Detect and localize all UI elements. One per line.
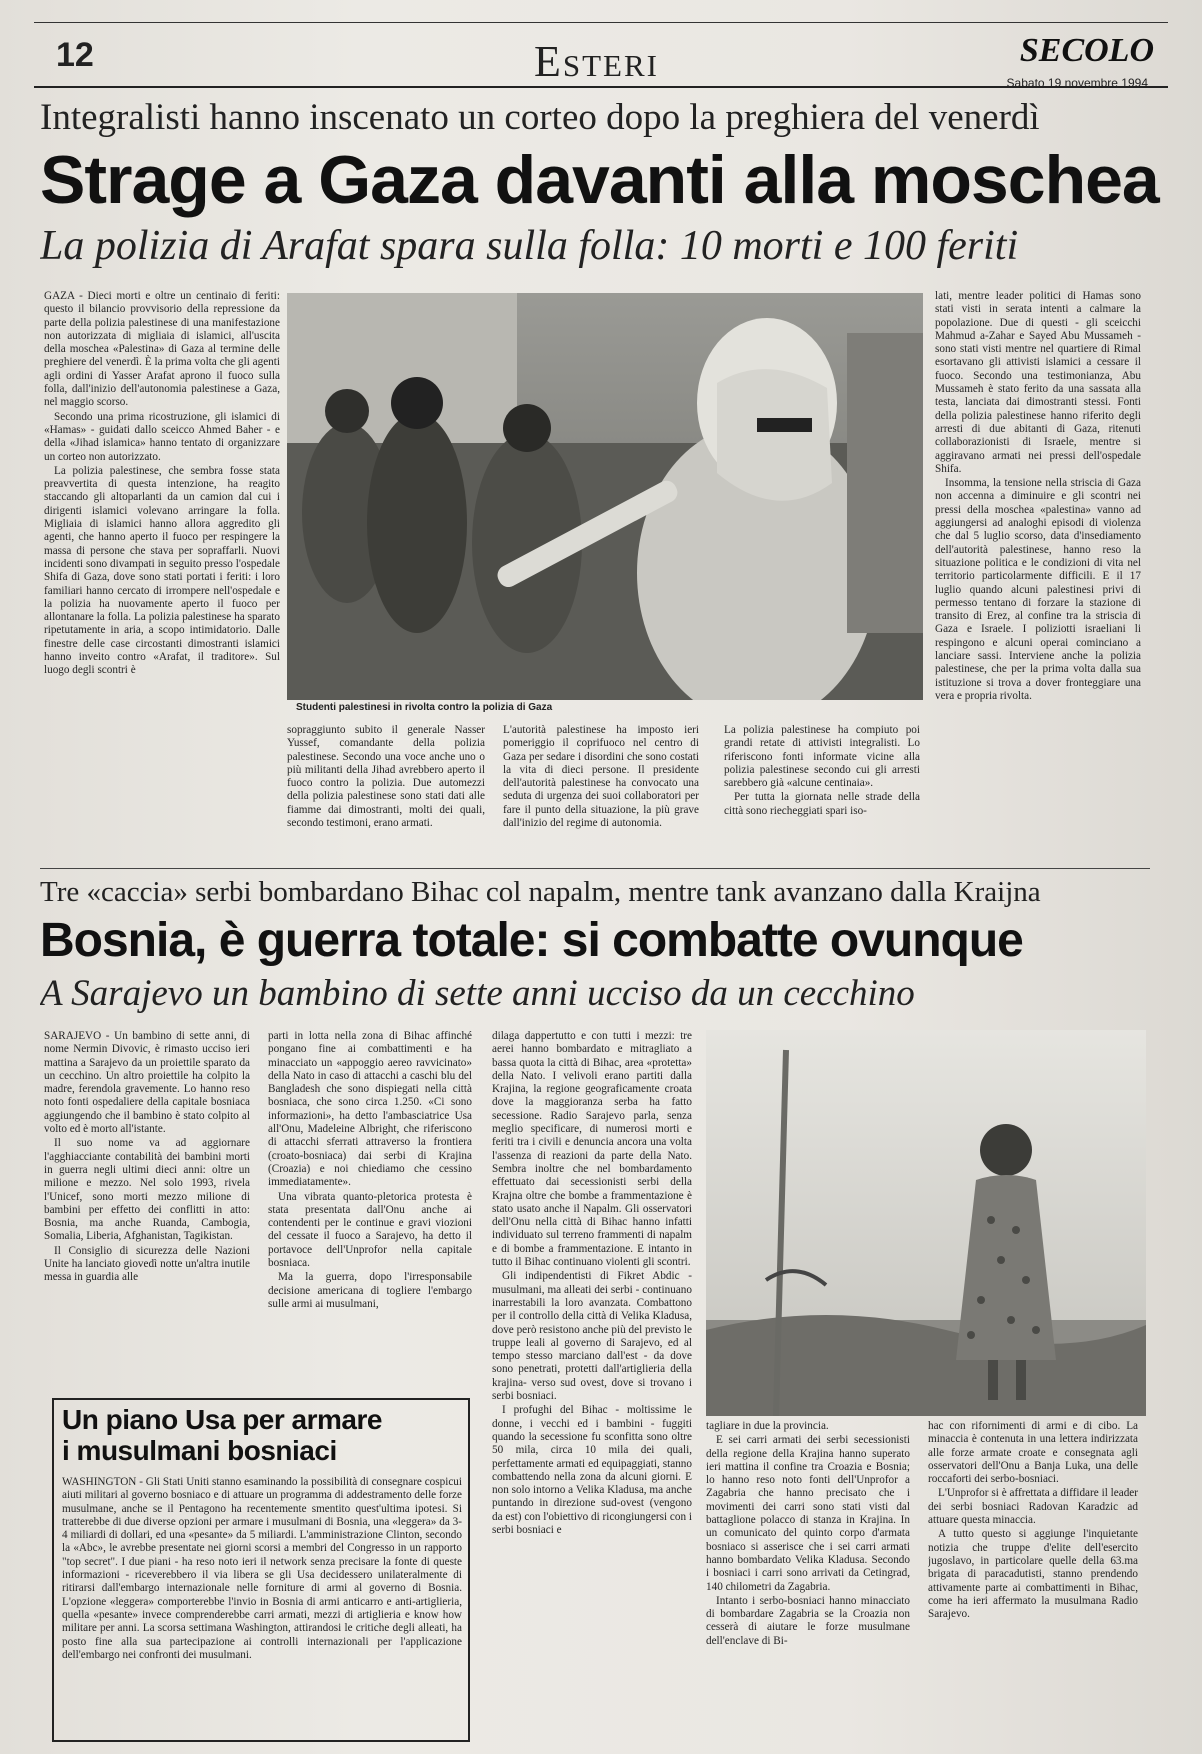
paragraph: Una vibrata quanto-pletorica protesta è stata presentata dall'Onu anche ai contendenti per le continue e gravi viozioni del cessate il fuoco a Sarajevo, ha detto il portavoce dell'Unprofor nella capitale bosniaca. [268, 1190, 472, 1270]
masthead-top-rule [34, 22, 1168, 23]
paragraph: Intanto i serbo-bosniaci hanno minacciato di bombardare Zagabria se la Croazia non cesserà di aiutare le forze musulmane dell'enclave di Bi- [706, 1594, 910, 1647]
paragraph: A tutto questo si aggiunge l'inquietante notizia che truppe d'elite dell'esercito jugoslavo, in particolare quelle della 63.ma brigata di paracadutisti, stanno prendendo attivamente parte ai combattimenti in Bihac, come ha ieri affermato la musulmana Radio Sarajevo. [928, 1528, 1138, 1621]
story-separator-rule [40, 868, 1150, 869]
story2-subhead: A Sarajevo un bambino di sette anni ucciso da un cecchino [40, 973, 915, 1014]
story2-kicker: Tre «caccia» serbi bombardano Bihac col napalm, mentre tank avanzano dalla Kraijna [40, 876, 1041, 908]
story2-column-5 [928, 1420, 1138, 1738]
story1-kicker: Integralisti hanno inscenato un corteo dopo la preghiera del venerdì [40, 97, 1040, 138]
paragraph: Ma la guerra, dopo l'irresponsabile decisione americana di togliere l'embargo sulle armi ai musulmani, [268, 1271, 472, 1310]
paragraph: La polizia palestinese ha compiuto poi grandi retate di attivisti integralisti. Lo riferiscono fonti informate vicine alla polizia palestinese secondo cui gli arresti sarebbero già «alcune centinaia». [724, 724, 920, 790]
paragraph: L'Unprofor si è affrettata a diffidare il leader dei serbi bosniaci Radovan Karadzic ad attuare questa minaccia. [928, 1487, 1138, 1527]
masthead [34, 14, 1168, 88]
sidebar-box-body [62, 1476, 462, 1736]
story2-column-2 [268, 1030, 472, 1390]
paragraph: hac con rifornimenti di armi e di cibo. La minaccia è contenuta in una lettera indirizzata alle forze armate croate e consegnata agli osservatori dell'Onu a Banja Luka, una delle roccaforti dei serbo-bosniaci. [928, 1420, 1138, 1486]
section-title: Esteri [534, 37, 659, 86]
paragraph: E sei carri armati dei serbi secessionisti della regione della Krajina hanno superato ieri mattina il confine tra Croazia e Bosnia; lo hanno reso noto fonti dell'Unprofor a Zagabria che hanno precisato che i movimenti dei carri sono stati visti dal battaglione polacco di stanza in Krajina. In un comunicato del quinto corpo d'armata bosniaco si asserisce che i sei carri armati hanno bombardato Velika Kladusa. Secondo i bosniaci i carri sono arrivati da Cetingrad, 140 chilometri da Zagabria. [706, 1434, 910, 1593]
sidebar-box-headline-line2: i musulmani bosniaci [62, 1435, 337, 1466]
paragraph: L'autorità palestinese ha imposto ieri pomeriggio il coprifuoco nel centro di Gaza per sedare i disordini che sono costati la vita di dieci persone. Il presidente dell'autorità palestinese ha convocato una seduta di urgenza dei suoi collaboratori per fare il punto della situazione, la più grave dall'inizio del regime di autonomia. [503, 724, 699, 830]
story2-column-4 [706, 1420, 910, 1738]
paragraph: Il Consiglio di sicurezza delle Nazioni Unite ha lanciato giovedì notte un'altra inutile messa in guardia alle [44, 1244, 250, 1284]
paragraph: SARAJEVO - Un bambino di sette anni, di nome Nermin Divovic, è rimasto ucciso ieri mattina a Sarajevo da un proiettile sparato da un cecchino. Un altro proiettile ha colpito la madre, ferendola gravemente. Lo hanno reso noto fonti ospedaliere della capitale bosniaca aggiungendo che il bambino è stato colpito al volto ed è morto all'istante. [44, 1030, 250, 1136]
paragraph: tagliare in due la provincia. [706, 1420, 829, 1432]
paragraph: WASHINGTON - Gli Stati Uniti stanno esaminando la possibilità di consegnare cospicui aiuti militari al governo bosniaco e di attuare un programma di addestramento delle forze musulmane, anche se il Pentagono ha recentemente smentito quest'ultima ipotesi. Si tratterebbe di due diverse opzioni per armare i musulmani di Bosnia, una «leggera» da 3-4 miliardi di dollari, ed una «pesante» da 5 miliardi. L'amministrazione Clinton, secondo la «Abc», le avrebbe presentate nei giorni scorsi a membri del Congresso in un rapporto "top secret". I due piani - ha reso noto ieri il network senza precisare la fonte di queste informazioni - riceverebbero il via libera se gli Usa decidessero unilateralmente di ritirarsi dall'embargo internazionale nelle forniture di armi al governo di Bosnia. L'opzione «leggera» comporterebbe l'invio in Bosnia di armi anticarro e anti-artiglieria, quella «pesante» invece comprenderebbe carri armati, mezzi di artiglieria e know how militare per anni. La scorsa settimana Washington, attirandosi le critiche degli alleati, ha posto fine alla sua partecipazione ai controlli internazionali per l'applicazione dell'embargo nei confronti dei musulmani. [62, 1476, 462, 1661]
paragraph: GAZA - Dieci morti e oltre un centinaio di feriti: questo il bilancio provvisorio della repressione da parte della polizia palestinese di una manifestazione non autorizzata di migliaia di islamici, all'uscita della moschea «Palestina» di Gaza al termine delle preghiere del venerdì. È la prima volta che gli agenti agli ordini di Yasser Arafat aprono il fuoco sulla folla, dall'inizio dell'autonomia palestinese a Gaza, nel maggio scorso. [44, 290, 280, 409]
page-number: 12 [56, 36, 94, 74]
paragraph: Gli indipendentisti di Fikret Abdic - musulmani, ma alleati dei serbi - continuano inarrestabili la loro avanzata. Combattono per il controllo della città di Velika Kladusa, dove però resistono anche più del previsto le truppe leali al governo di Sarajevo, ed al tempo stesso marciano dall'est - da dove sono penetrati, protetti dall'artiglieria della krajina- verso sud ovest, dove si trovano i serbi bosniaci. [492, 1270, 692, 1403]
sarajevo-girl-photo-image [706, 1030, 1146, 1416]
story1-column-4 [724, 724, 920, 848]
story2-headline: Bosnia, è guerra totale: si combatte ovunque [40, 914, 1023, 967]
paragraph: La polizia palestinese, che sembra fosse stata preavvertita di questa intenzione, ha reagito staccando gli altoparlanti da un camion dal cui i dirigenti islamici volevano arringare la folla. Migliaia di islamici hanno allora aggredito gli agenti, che hanno aperto il fuoco per respingere la massa di persone che stava per sopraffarli. Nuovi incidenti sono divampati in seguito presso l'ospedale Shifa di Gaza, dove sono stati portati i feriti: i loro familiari hanno cercato di irrompere nell'ospedale e la polizia ha nuovamente aperto il fuoco per allontanare la folla. La polizia palestinese ha sparato ripetutamente in aria, a scopo intimidatorio. Dalle finestre delle case circostanti dimostranti islamici hanno inveito contro «Arafat, il traditore». Sul luogo degli scontri è [44, 464, 280, 677]
issue-date: Sabato 19 novembre 1994 [1006, 76, 1148, 90]
sidebar-box-headline-line1: Un piano Usa per armare [62, 1404, 382, 1435]
story1-column-5 [935, 290, 1141, 848]
gaza-protest-photo-image [287, 293, 923, 700]
paragraph: Secondo una prima ricostruzione, gli islamici di «Hamas» - guidati dallo sceicco Ahmed Baher - e della «Jihad islamica» hanno tentato di organizzare un corteo non autorizzato. [44, 410, 280, 463]
paragraph: Per tutta la giornata nelle strade della città sono riecheggiati spari iso- [724, 791, 920, 817]
gaza-protest-photo [287, 293, 923, 700]
story1-column-2 [287, 724, 485, 848]
sarajevo-girl-photo [706, 1030, 1146, 1416]
newspaper-logo: SECOLO [1019, 32, 1154, 69]
paragraph: sopraggiunto subito il generale Nasser Yussef, comandante della polizia palestinese. Secondo una voce anche uno o più militanti della Jihad avrebbero aperto il fuoco contro la polizia. Due automezzi della polizia palestinese sono stati dati alle fiamme dai dimostranti, molti dei quali, secondo testimoni, erano armati. [287, 724, 485, 830]
story2-column-3 [492, 1030, 692, 1738]
photo-caption: Studenti palestinesi in rivolta contro la polizia di Gaza [296, 702, 553, 713]
paragraph: dilaga dappertutto e con tutti i mezzi: tre aerei hanno bombardato e mitragliato a bassa quota la città di Bihac, area «protetta» della Nato. I velivoli erano partiti dalla Krajina, la regione geograficamente croata dove la maggioranza serba ha fatto secessione. Radio Sarajevo parla, senza meglio specificare, di numerosi morti e feriti tra i civili e denuncia ancora una volta l'assenza di reazioni da parte della Nato. Sembra inoltre che nel bombardamento effettuato dai secessionisti serbi della Krajna oltre che bombe a frammentazione è stato usato anche il Napalm. Gli osservatori dell'Onu nella città di Bihac hanno infatti individuato sul terreno frammenti di napalm e di bombe a frammentazione. E intanto in tutto il Bihac continuano violenti gli scontri. [492, 1030, 692, 1269]
story1-column-3 [503, 724, 699, 848]
paragraph: Insomma, la tensione nella striscia di Gaza non accenna a diminuire e gli scontri nei pressi della moschea «palestina» vanno ad aggiungersi ad analoghi episodi di violenza che dal 5 luglio scorso, data d'insediamento dell'autorità palestinese, hanno reso la situazione politica e le condizioni di vita nel territorio particolarmente difficili. E il 17 luglio quando alcuni palestinesi privi di permesso tentano di forzare la stazione di transito di Erez, al confine tra la striscia di Gaza e Israele. I poliziotti israeliani li respingono e alcuni operai cominciano a lanciare sassi. Interviene anche la polizia palestinese, che per la prima volta dalla sua istituzione si trova a dover fronteggiare una vera e propria rivolta. [935, 477, 1141, 702]
story1-headline: Strage a Gaza davanti alla moschea [40, 142, 1159, 218]
paragraph: I profughi del Bihac - moltissime le donne, i vecchi ed i bambini - fuggiti quando la secessione fu sconfitta sono oltre 50 mila, circa 10 mila dei quali, perfettamente armati ed equipaggiati, stanno combattendo nella zona da alcuni giorni. E non solo intorno a Velika Kladusa, ma anche puntando in direzione sud-ovest (vengono da est) con l'obiettivo di ricongiungersi con i serbi bosniaci e [492, 1404, 692, 1536]
story2-column-1 [44, 1030, 250, 1390]
story1-subhead: La polizia di Arafat spara sulla folla: 10 morti e 100 feriti [40, 223, 1019, 269]
paragraph: parti in lotta nella zona di Bihac affinché pongano fine ai combattimenti e ha minacciato un «appoggio aereo ravvicinato» della Nato in caso di attacchi a caschi blu del Bangladesh che sono dispiegati nella città bosniaca, che sono circa 1.250. «Ci sono informazioni», ha detto l'ambasciatrice Usa all'Onu, Madeleine Albright, che riferiscono di attacchi sferrati attraverso la frontiera (croato-bosniaca) dai serbi di Krajina (Croazia) e noi chiediamo che cessino immediatamente». [268, 1030, 472, 1189]
story1-column-1 [44, 290, 280, 848]
paragraph: lati, mentre leader politici di Hamas sono stati visti in serata intenti a calmare la popolazione. Due di questi - gli sceicchi Mahmud a-Zahar e Sayed Abu Mussameh - sono stati visti mentre nel quartiere di Rimal esortavano gli attivisti islamici a cessare il fuoco. Secondo una testimonianza, Abu Mussameh è stato ferito da una sassata alla testa, lanciata dai dimostranti stessi. Fonti della polizia palestinese hanno riferito degli arresti di due abitanti di Gaza, ritenuti collaborazionisti di Israele, mentre si aggiravano armati nei pressi dell'ospedale Shifa. [935, 290, 1141, 475]
paragraph: Il suo nome va ad aggiornare l'agghiacciante contabilità dei bambini morti in guerra negli ultimi dieci anni: oltre un milione e mezzo. Nel solo 1993, rivela l'Unicef, sono morti mezzo milione di bambini per effetto dei conflitti in atto: Bosnia, ma anche Ruanda, Cambogia, Somalia, Liberia, Afghanistan, Tagikistan. [44, 1137, 250, 1243]
